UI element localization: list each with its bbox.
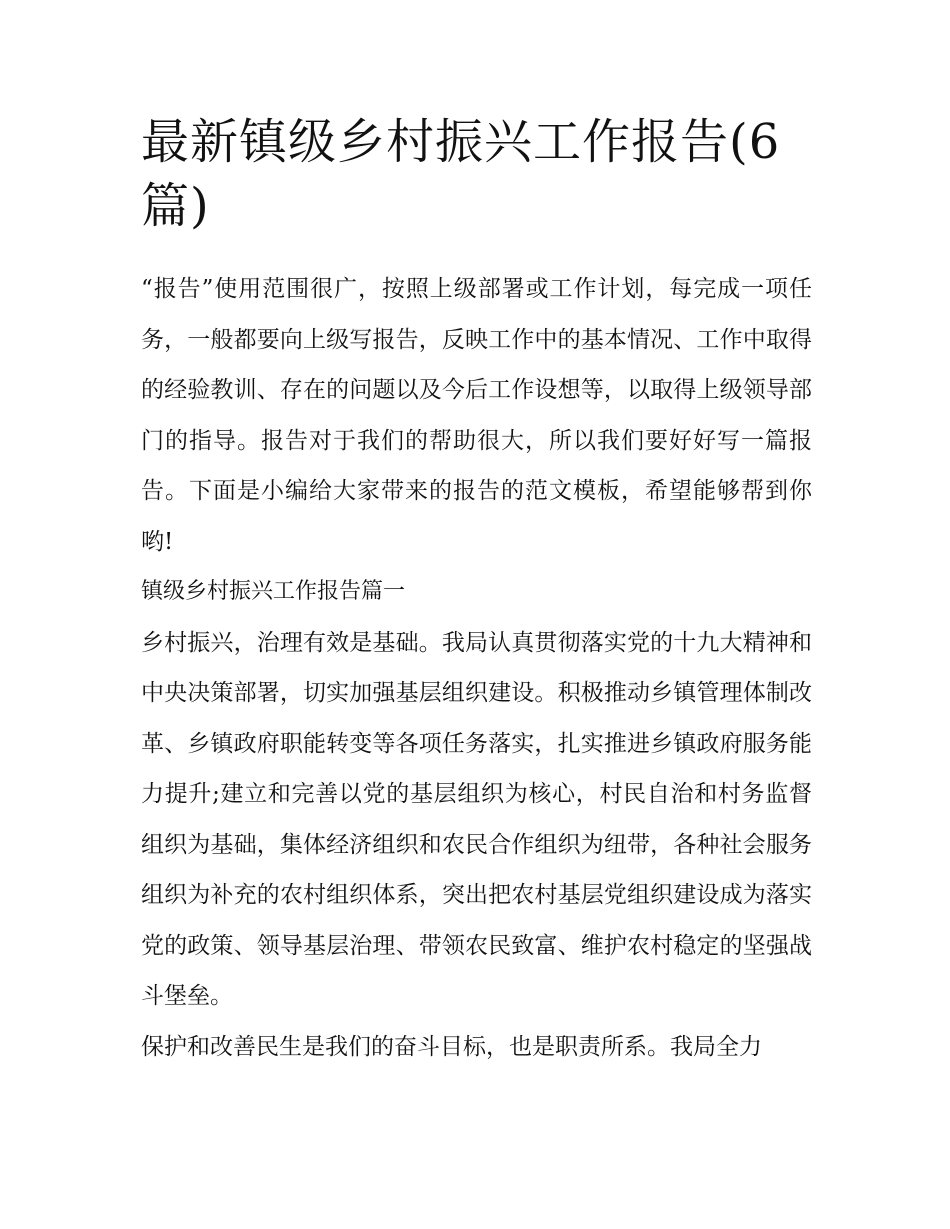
section-heading: 镇级乡村振兴工作报告篇一 xyxy=(141,579,406,604)
intro-paragraph: “报告”使用范围很广，按照上级部署或工作计划，每完成一项任务，一般都要向上级写报告，反映工作中的基本情况、工作中取得的经验教训、存在的问题以及今后工作设想等，以取得上级领导部门的指导。报告对于我们的帮助很大，所以我们要好好写一篇报告。下面是小编给大家带来的报告的范文模板，希望能够帮到你哟! xyxy=(141,276,812,555)
body-paragraph-2: 保护和改善民生是我们的奋斗目标，也是职责所系。我局全力 xyxy=(141,1033,762,1060)
document-body xyxy=(141,264,812,1072)
document-title: 最新镇级乡村振兴工作报告(6篇) xyxy=(141,114,781,234)
body-paragraph-1: 乡村振兴，治理有效是基础。我局认真贯彻落实党的十九大精神和中央决策部署，切实加强基层组织建设。积极推动乡镇管理体制改革、乡镇政府职能转变等各项任务落实，扎实推进乡镇政府服务能力提升;建立和完善以党的基层组织为核心，村民自治和村务监督组织为基础，集体经济组织和农民合作组织为纽带，各种社会服务组织为补充的农村组织体系，突出把农村基层党组织建设成为落实党的政策、领导基层治理、带领农民致富、维护农村稳定的坚强战斗堡垒。 xyxy=(141,629,812,1009)
